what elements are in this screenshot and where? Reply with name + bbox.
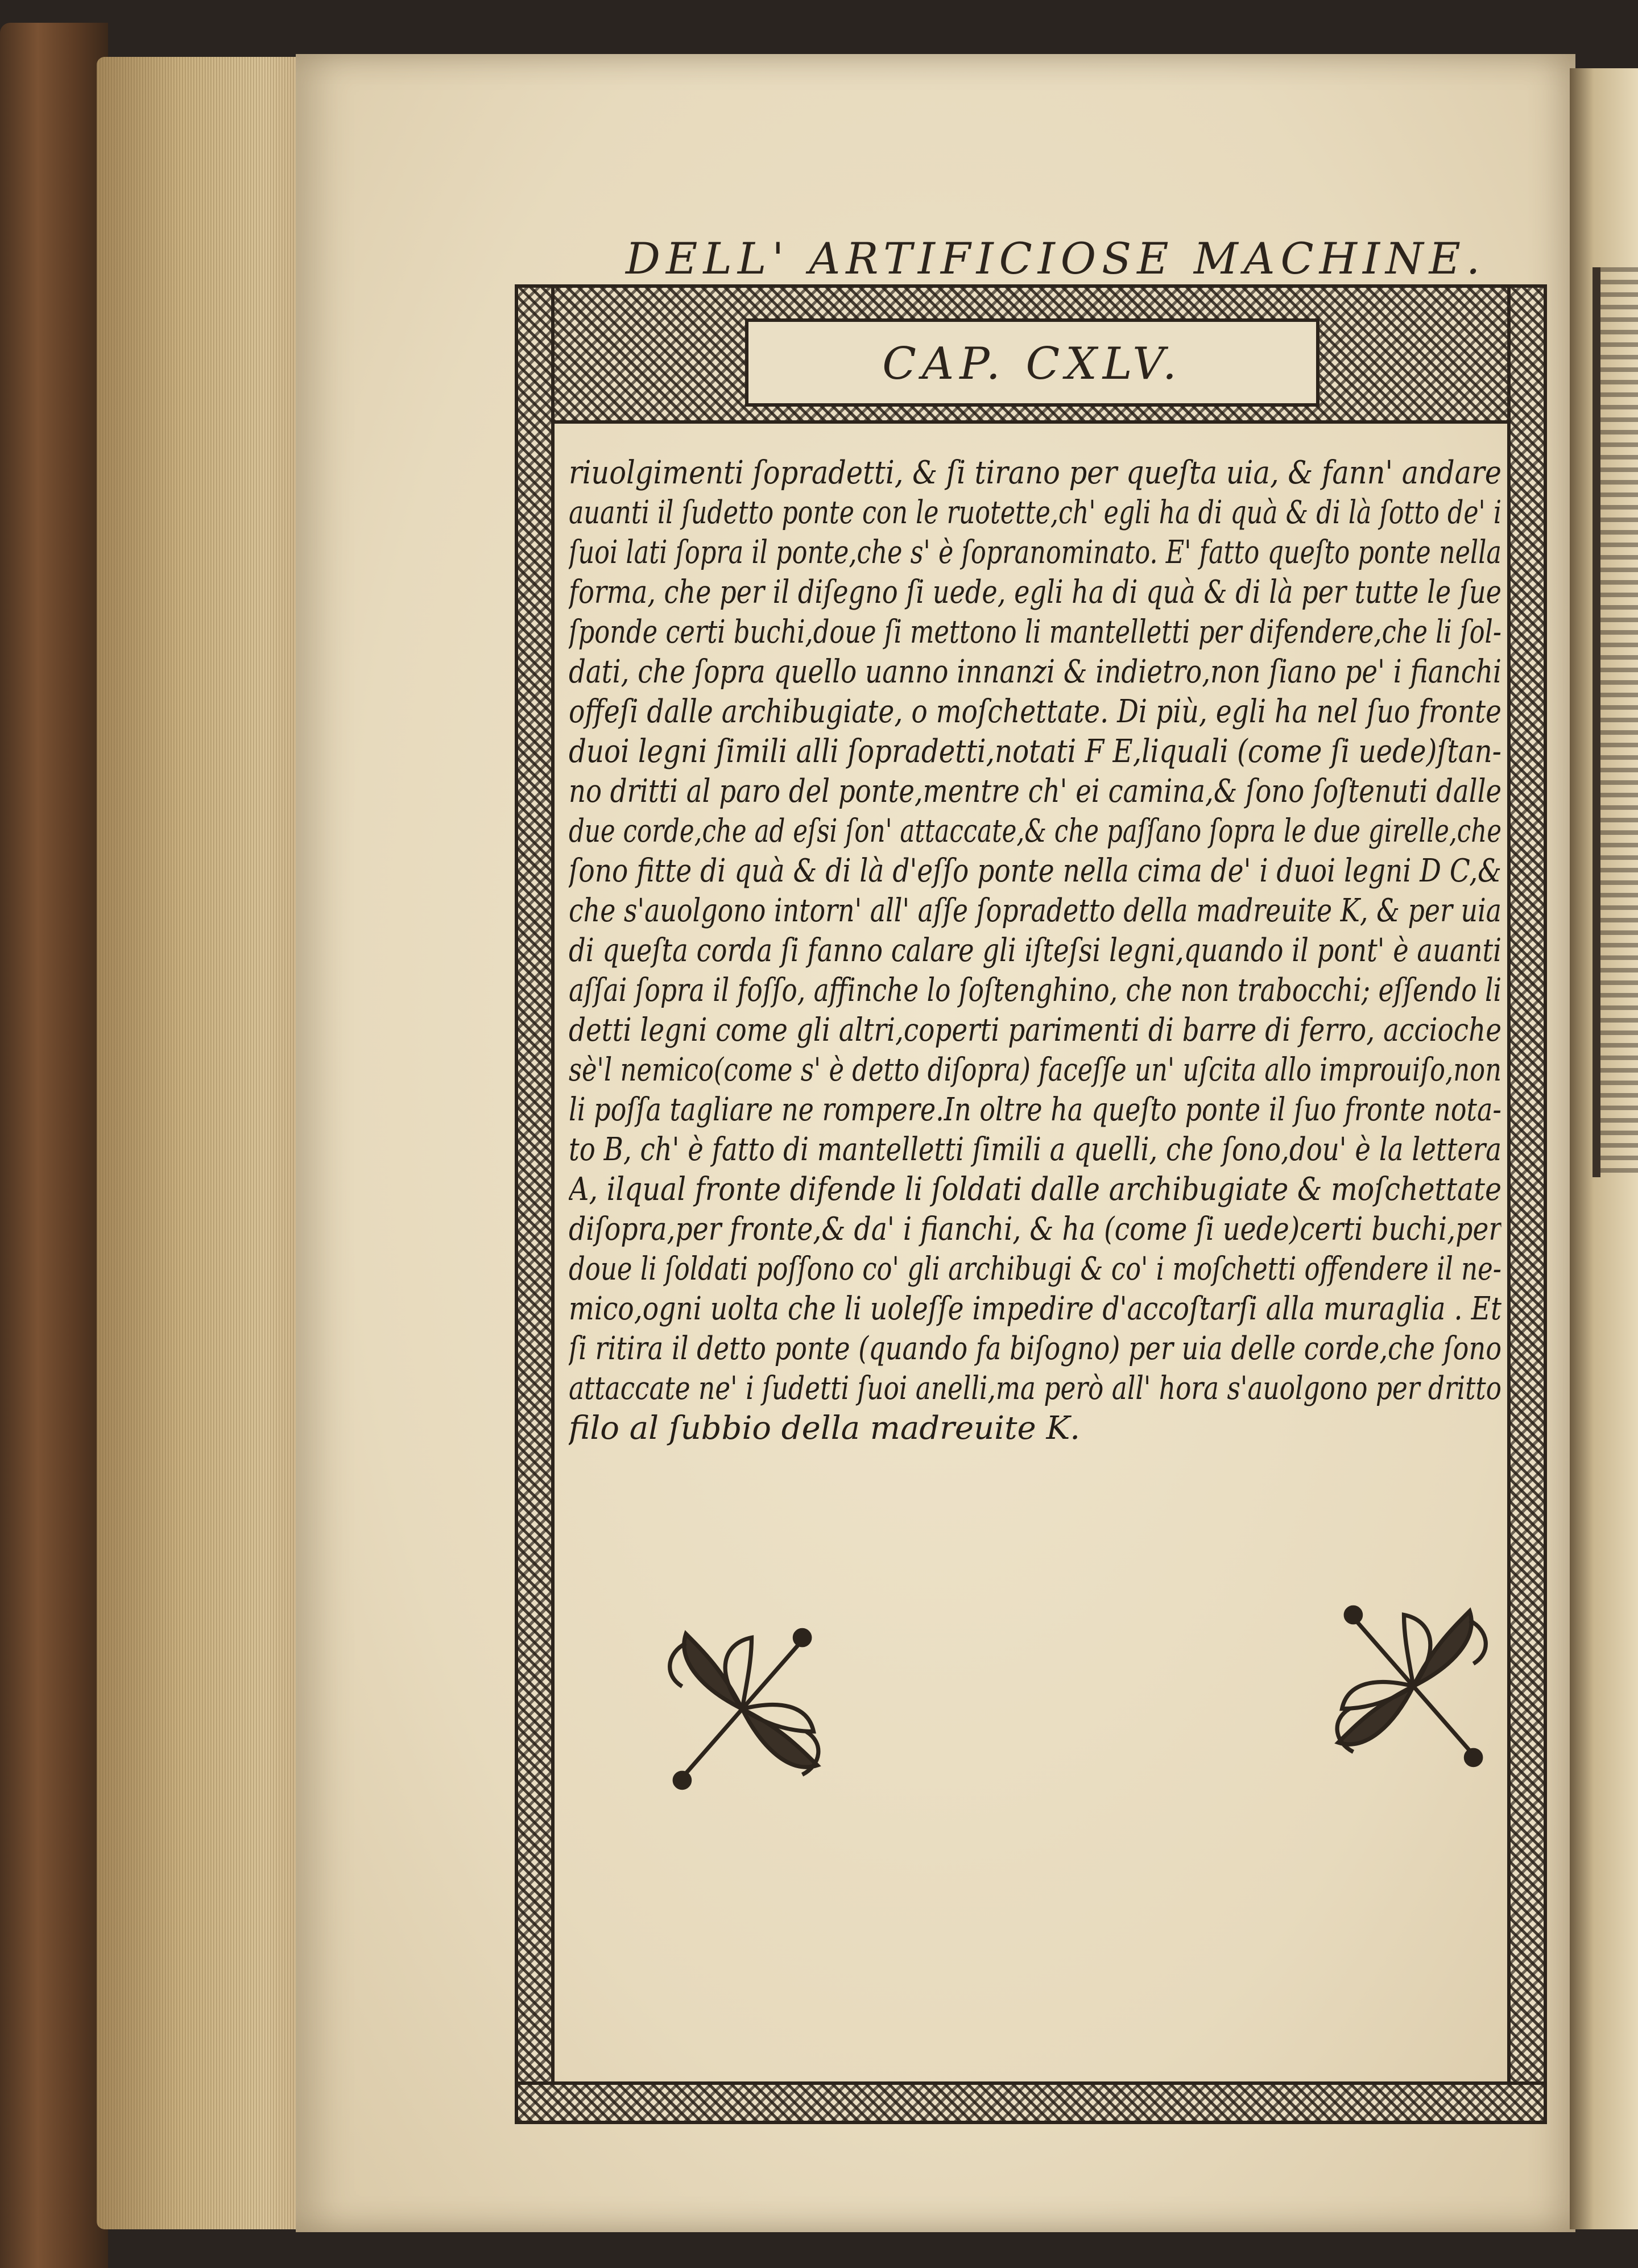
text-line: A, ilqual fronte difende li ſoldati dalle archibugiate & moſchettate bbox=[569, 1172, 1502, 1208]
text-line: auanti il ſudetto ponte con le ruotette,ch' egli ha di quà & di là ſotto de' i bbox=[569, 495, 1502, 531]
text-line: li poſſa tagliare ne rompere.In oltre ha queſto ponte il ſuo fronte nota- bbox=[569, 1092, 1502, 1128]
text-line: filo al ſubbio della madreuite K. bbox=[569, 1410, 1081, 1447]
ornamental-frame-right bbox=[1507, 284, 1547, 2116]
text-line: di queſta corda ſi fanno calare gli iſteſsi legni,quando il pont' è auanti bbox=[569, 933, 1502, 969]
text-line: diſopra,per fronte,& da' i fianchi, & ha (come ſi uede)certi buchi,per bbox=[569, 1211, 1502, 1248]
text-line: to B, ch' è fatto di mantelletti ſimili a quelli, che ſono,dou' è la lettera bbox=[569, 1132, 1502, 1168]
facing-page-ornament bbox=[1592, 267, 1638, 1177]
text-line: mico,ogni uolta che li uoleſſe impedire d'accoſtarſi alla muraglia . Et bbox=[569, 1291, 1502, 1327]
text-line: offeſi dalle archibugiate, o moſchettate. Di più, egli ha nel ſuo fronte bbox=[569, 694, 1502, 730]
text-line: ſi ritira il detto ponte (quando fa biſogno) per uia delle corde,che ſono bbox=[569, 1331, 1502, 1367]
page-stack-edge bbox=[97, 57, 307, 2229]
text-line: forma, che per il diſegno ſi uede, egli ha di quà & di là per tutte le ſue bbox=[569, 574, 1502, 611]
fleuron-ornament-left bbox=[648, 1615, 836, 1803]
text-line: due corde,che ad eſsi ſon' attaccate,& che paſſano ſopra le due girelle,che bbox=[569, 813, 1502, 850]
running-head: DELL' ARTIFICIOSE MACHINE. bbox=[626, 233, 1486, 284]
text-line: sè'l nemico(come s' è detto diſopra) faceſſe un' uſcita allo improuiſo,non bbox=[569, 1052, 1502, 1089]
text-line: dati, che ſopra quello uanno innanzi & indietro,non ſiano pe' i fianchi bbox=[569, 654, 1502, 690]
text-line: detti legni come gli altri,coperti parimenti di barre di ferro, accioche bbox=[569, 1012, 1502, 1049]
ornamental-frame-left bbox=[515, 284, 555, 2116]
book-binding bbox=[0, 23, 108, 2268]
text-line: duoi legni ſimili alli ſopradetti,notati F E,liquali (come ſi uede)ſtan- bbox=[569, 734, 1502, 770]
text-line: doue li ſoldati poſſono co' gli archibugi & co' i moſchetti offendere il ne- bbox=[569, 1251, 1502, 1288]
text-line: ſponde certi buchi,doue ſi mettono li mantelletti per difendere,che li ſol- bbox=[569, 614, 1502, 651]
body-text bbox=[569, 455, 1502, 1570]
fleuron-ornament-right bbox=[1320, 1592, 1507, 1780]
text-line: attaccate ne' i ſudetti ſuoi anelli,ma però all' hora s'auolgono per dritto bbox=[569, 1371, 1502, 1407]
text-line: ſono fitte di quà & di là d'eſſo ponte nella cima de' i duoi legni D C,& bbox=[569, 853, 1502, 889]
text-line: aſſai ſopra il foſſo, affinche lo ſoſtenghino, che non trabocchi; eſſendo li bbox=[569, 972, 1502, 1009]
text-line: ſuoi lati ſopra il ponte,che s' è ſopranominato. E' fatto queſto ponte nella bbox=[569, 535, 1502, 571]
text-line: no dritti al paro del ponte,mentre ch' ei camina,& ſono ſoſtenuti dalle bbox=[569, 773, 1502, 810]
text-line: riuolgimenti ſopradetti, & ſi tirano per queſta uia, & fann' andare bbox=[569, 455, 1502, 491]
ornamental-frame-bottom bbox=[515, 2081, 1547, 2124]
chapter-title: CAP. CXLV. bbox=[882, 338, 1182, 390]
text-line: che s'auolgono intorn' all' aſſe ſopradetto della madreuite K, & per uia bbox=[569, 893, 1502, 929]
